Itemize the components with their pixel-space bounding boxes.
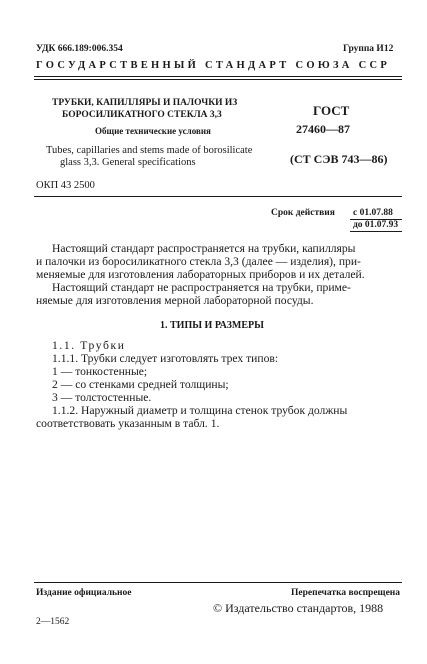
item-1-1-1: 1.1.1. Трубки следует изготовлять трех типов: bbox=[52, 352, 279, 365]
header-rule-bottom bbox=[34, 79, 402, 80]
intro-p2-line-1: Настоящий стандарт не распространяется на трубки, приме- bbox=[52, 281, 351, 294]
english-title-line-1: Tubes, capillaries and stems made of borosilicate bbox=[46, 145, 253, 156]
intro-p1-line-3: меняемые для изготовления лабораторных приборов и их деталей. bbox=[36, 268, 365, 281]
title-line-1: ТРУБКИ, КАПИЛЛЯРЫ И ПАЛОЧКИ ИЗ bbox=[52, 98, 238, 108]
group-code: Группа И12 bbox=[343, 44, 394, 54]
item-1-1-2-line-1: 1.1.2. Наружный диаметр и толщина стенок трубок должны bbox=[52, 404, 348, 417]
item-1-1-2-line-2: соответствовать указанным в табл. 1. bbox=[36, 417, 220, 430]
footer-rule bbox=[34, 582, 402, 583]
official-edition: Издание официальное bbox=[36, 588, 132, 598]
print-code: 2—1562 bbox=[36, 617, 70, 627]
item-1-1 bbox=[52, 339, 126, 352]
header-rule-top bbox=[34, 76, 402, 77]
validity-from: с 01.07.88 bbox=[353, 208, 393, 218]
title-subtitle: Общие технические условия bbox=[95, 126, 211, 136]
sev-reference: (СТ СЭВ 743—86) bbox=[290, 152, 388, 166]
intro-p1-line-1: Настоящий стандарт распространяется на трубки, капилляры bbox=[52, 242, 356, 255]
issuing-organization: ГОСУДАРСТВЕННЫЙ СТАНДАРТ СОЮЗА ССР bbox=[36, 60, 391, 71]
reprint-prohibited: Перепечатка воспрещена bbox=[291, 588, 401, 598]
validity-to: до 01.07.93 bbox=[353, 220, 399, 230]
title-line-2: БОРОСИЛИКАТНОГО СТЕКЛА 3,3 bbox=[62, 110, 222, 120]
udk-code: УДК 666.189:006.354 bbox=[36, 44, 123, 54]
type-3: 3 — толстостенные. bbox=[52, 391, 152, 404]
validity-underline bbox=[350, 231, 402, 232]
english-title-line-2: glass 3,3. General specifications bbox=[60, 157, 196, 168]
type-1: 1 — тонкостенные; bbox=[52, 365, 148, 378]
item-1-1-text: 1.1. Трубки bbox=[52, 339, 126, 352]
intro-p2-line-2: няемые для изготовления мерной лабораторной посуды. bbox=[36, 294, 314, 307]
gost-label: ГОСТ bbox=[313, 103, 350, 118]
section-1-heading: 1. ТИПЫ И РАЗМЕРЫ bbox=[160, 320, 264, 331]
gost-number: 27460—87 bbox=[296, 122, 350, 136]
copyright-notice: © Издательство стандартов, 1988 bbox=[213, 601, 384, 615]
validity-label: Срок действия bbox=[271, 208, 335, 218]
okp-code: ОКП 43 2500 bbox=[36, 180, 95, 191]
type-2: 2 — со стенками средней толщины; bbox=[52, 378, 229, 391]
title-block-rule bbox=[34, 196, 402, 197]
intro-p1-line-2: и палочки из боросиликатного стекла 3,3 (далее — изделия), при- bbox=[36, 255, 361, 268]
